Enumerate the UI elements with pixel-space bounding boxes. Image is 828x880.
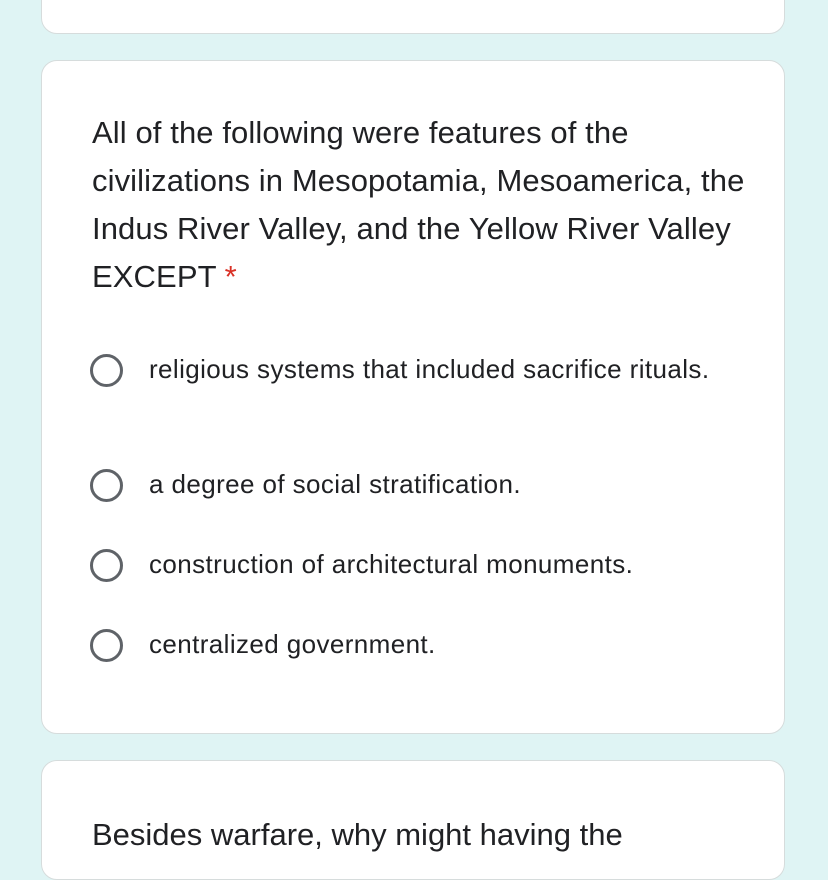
radio-button-icon[interactable] xyxy=(90,629,123,662)
option-label: centralized government. xyxy=(149,629,436,659)
radio-button-icon[interactable] xyxy=(90,354,123,387)
question-text: All of the following were features of the civilizations in Mesopotamia, Mesoamerica, the Indus River Valley, and the Yellow River Valley EXCEPT xyxy=(92,115,745,294)
question-card xyxy=(41,60,785,734)
question-title xyxy=(92,109,752,301)
next-question-title: Besides warfare, why might having the xyxy=(92,817,623,852)
option-label: construction of architectural monuments. xyxy=(149,549,634,579)
option-social-stratification[interactable] xyxy=(90,464,730,504)
radio-button-icon[interactable] xyxy=(90,469,123,502)
next-question-card xyxy=(41,760,785,880)
option-religious-systems[interactable] xyxy=(90,349,730,389)
option-centralized-government[interactable] xyxy=(90,624,730,664)
option-architectural-monuments[interactable] xyxy=(90,544,730,584)
required-asterisk: * xyxy=(224,259,237,294)
radio-button-icon[interactable] xyxy=(90,549,123,582)
option-label: a degree of social stratification. xyxy=(149,469,522,499)
option-label: religious systems that included sacrifice rituals. xyxy=(149,354,710,384)
previous-question-card xyxy=(41,0,785,34)
